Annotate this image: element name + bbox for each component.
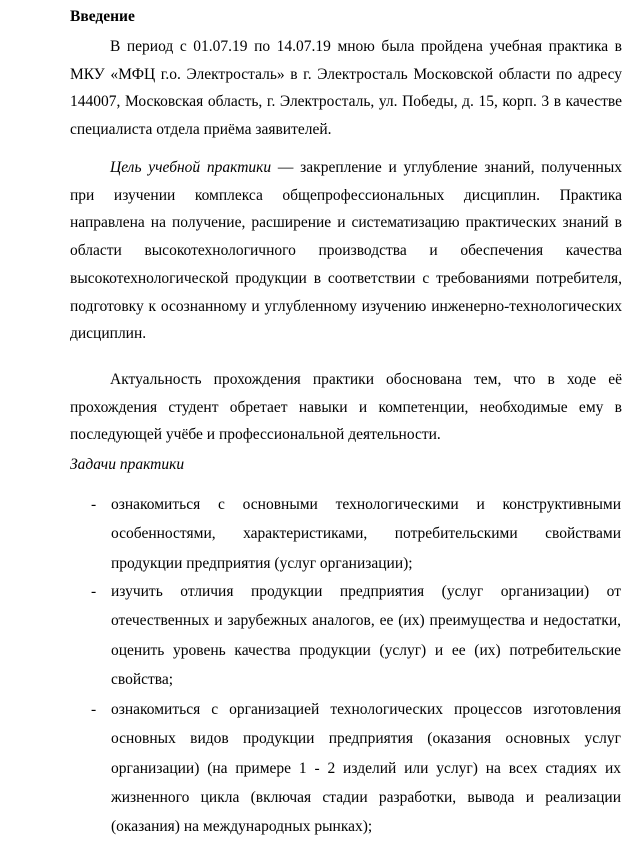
list-bullet: - [91, 496, 97, 513]
list-bullet: - [91, 701, 97, 718]
list-item [0, 490, 640, 577]
intro-paragraph-text: В период с 01.07.19 по 14.07.19 мною была пройдена учебная практика в МКУ «МФЦ г.о. Электросталь» в г. Электросталь Московской области по адресу 144007, Московская область, г. Электросталь, ул. Победы, д. 15, корп. 3 в качестве специалиста отдела приёма заявителей. [70, 38, 622, 139]
list-item [0, 695, 640, 841]
relevance-paragraph-text: Актуальность прохождения практики обоснована тем, что в ходе её прохождения студент обретает навыки и компетенции, необходимые ему в последующей учёбе и профессиональной деятельности. [70, 371, 622, 444]
list-item-text: ознакомиться с организацией технологических процессов изготовления основных видов продукции предприятия (оказания основных услуг организации) (на примере 1 - 2 изделий или услуг) на всех стадиях их жизненного цикла (включая стадии разработки, вывода и реализации (оказания) на международных рынках); [111, 701, 621, 836]
list-item-text: изучить отличия продукции предприятия (услуг организации) от отечественных и зарубежных аналогов, ее (их) преимущества и недостатки, оценить уровень качества продукции (услуг) и ее (их) потребительские свойства; [111, 583, 621, 688]
goal-term: Цель учебной практики [110, 159, 272, 176]
goal-paragraph [70, 154, 622, 348]
intro-paragraph [70, 33, 622, 144]
relevance-paragraph [70, 366, 622, 449]
tasks-list [0, 490, 640, 841]
tasks-heading: Задачи практики [70, 456, 185, 473]
list-bullet: - [91, 583, 97, 600]
goal-paragraph-text: — закрепление и углубление знаний, полученных при изучении комплекса общепрофессиональных дисциплин. Практика направлена на получение, расширение и систематизацию практических знаний в области высокотехнологичного производства и обеспечения качества высокотехнологической продукции в соответствии с требованиями потребителя, подготовку к осознанному и углубленному изучению инженерно-технологических дисциплин. [70, 159, 622, 343]
list-item-text: ознакомиться с основными технологическими и конструктивными особенностями, характеристиками, потребительскими свойствами продукции предприятия (услуг организации); [111, 496, 621, 572]
section-heading: Введение [70, 8, 135, 25]
list-item [0, 577, 640, 695]
